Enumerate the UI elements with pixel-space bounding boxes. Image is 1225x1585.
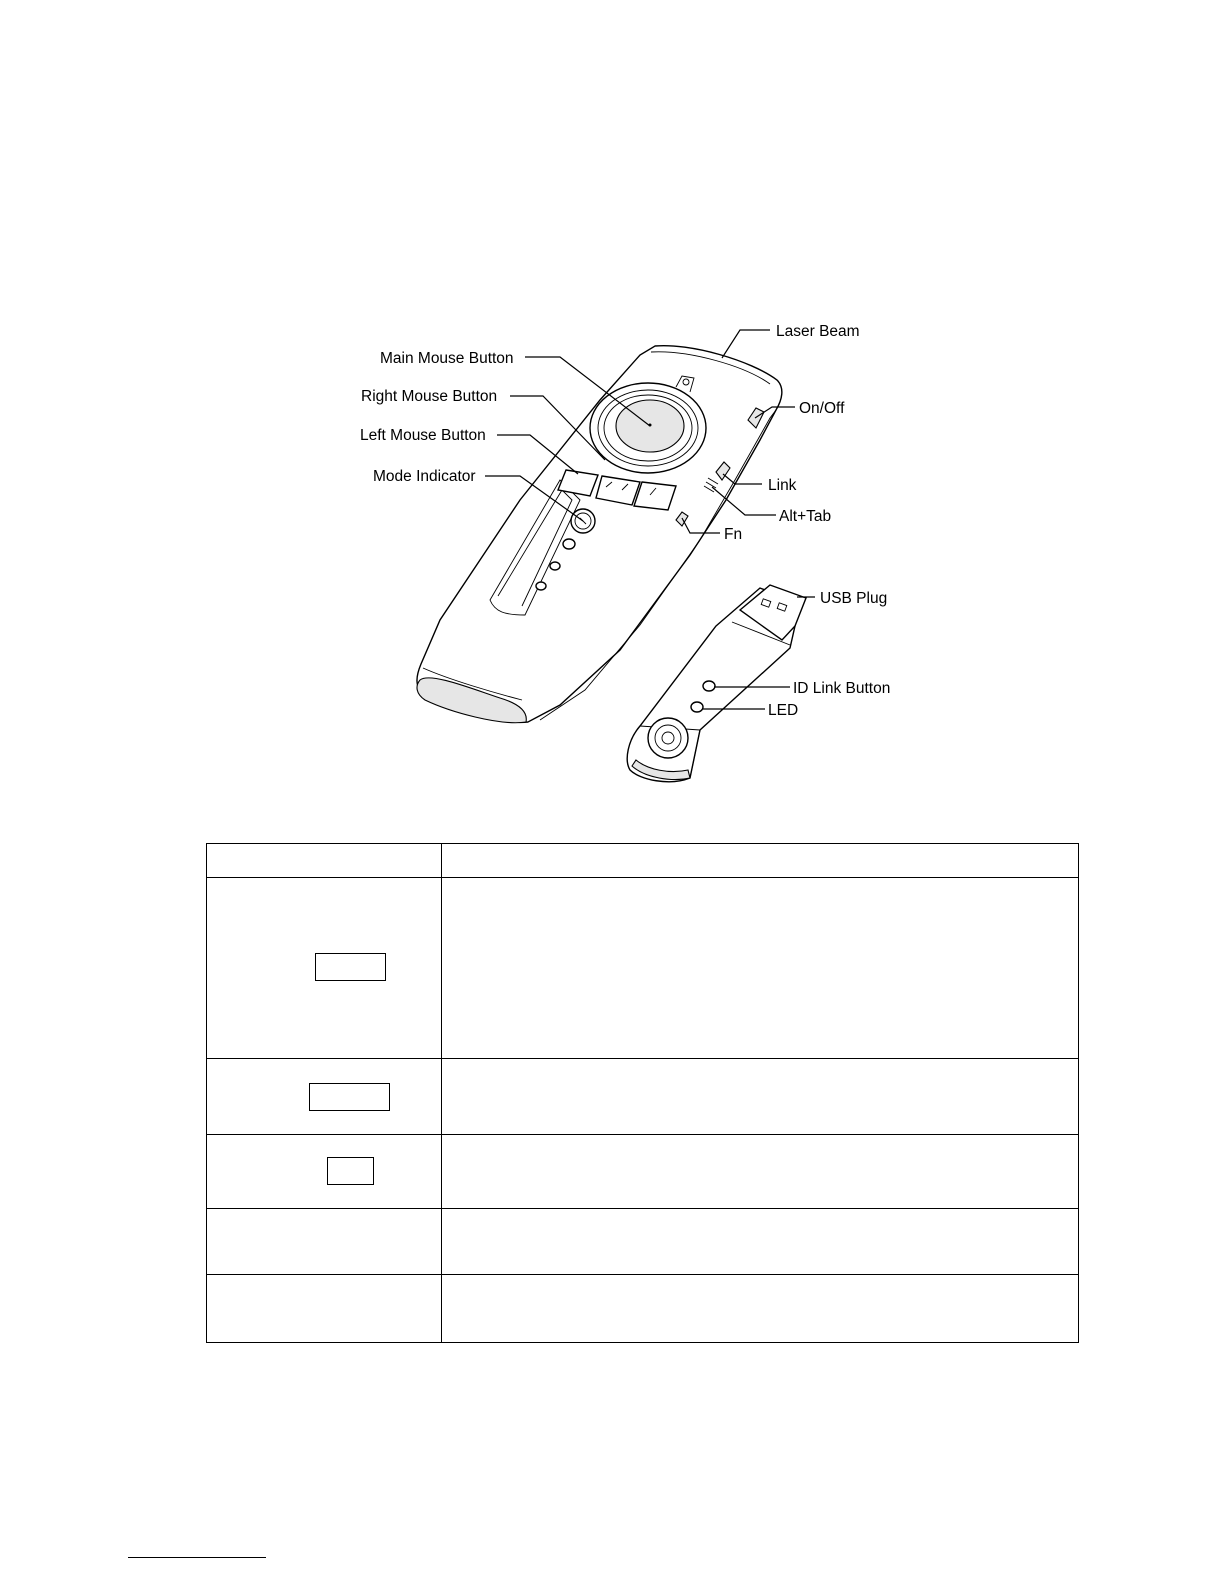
row-1-key-box <box>315 953 386 981</box>
callout-led: LED <box>768 702 799 719</box>
row-2-key-box <box>309 1083 390 1111</box>
row-5-name <box>207 1275 442 1343</box>
callout-usb-plug: USB Plug <box>820 590 888 607</box>
footnote-rule <box>128 1557 266 1558</box>
callout-right-mouse-button: Right Mouse Button <box>361 388 498 405</box>
table-header-row <box>207 844 1079 878</box>
callout-mode-indicator: Mode Indicator <box>373 468 476 485</box>
usb-receiver-drawing <box>627 585 806 782</box>
callout-alt-tab: Alt+Tab <box>779 508 832 525</box>
callout-fn: Fn <box>724 526 743 543</box>
callout-id-link-button: ID Link Button <box>793 680 891 697</box>
table-row <box>207 1135 1079 1209</box>
table-row <box>207 1275 1079 1343</box>
row-3-key-box <box>327 1157 374 1185</box>
table-row <box>207 878 1079 1059</box>
row-1-name-cell <box>207 878 442 1059</box>
row-3-name-cell <box>207 1135 442 1209</box>
callout-laser-beam: Laser Beam <box>776 323 860 340</box>
callout-on-off: On/Off <box>799 400 845 417</box>
header-cell-name <box>207 844 442 878</box>
row-4-description <box>442 1209 1079 1275</box>
header-cell-description <box>442 844 1079 878</box>
row-5-description <box>442 1275 1079 1343</box>
row-1-description <box>442 878 1079 1059</box>
feature-table <box>206 843 1079 1343</box>
row-2-name-cell <box>207 1059 442 1135</box>
table-row <box>207 1209 1079 1275</box>
row-3-description <box>442 1135 1079 1209</box>
callout-left-mouse-button: Left Mouse Button <box>360 427 486 444</box>
table-row <box>207 1059 1079 1135</box>
callout-main-mouse-button: Main Mouse Button <box>380 350 514 367</box>
row-2-description <box>442 1059 1079 1135</box>
callout-link: Link <box>768 477 797 494</box>
row-4-name <box>207 1209 442 1275</box>
